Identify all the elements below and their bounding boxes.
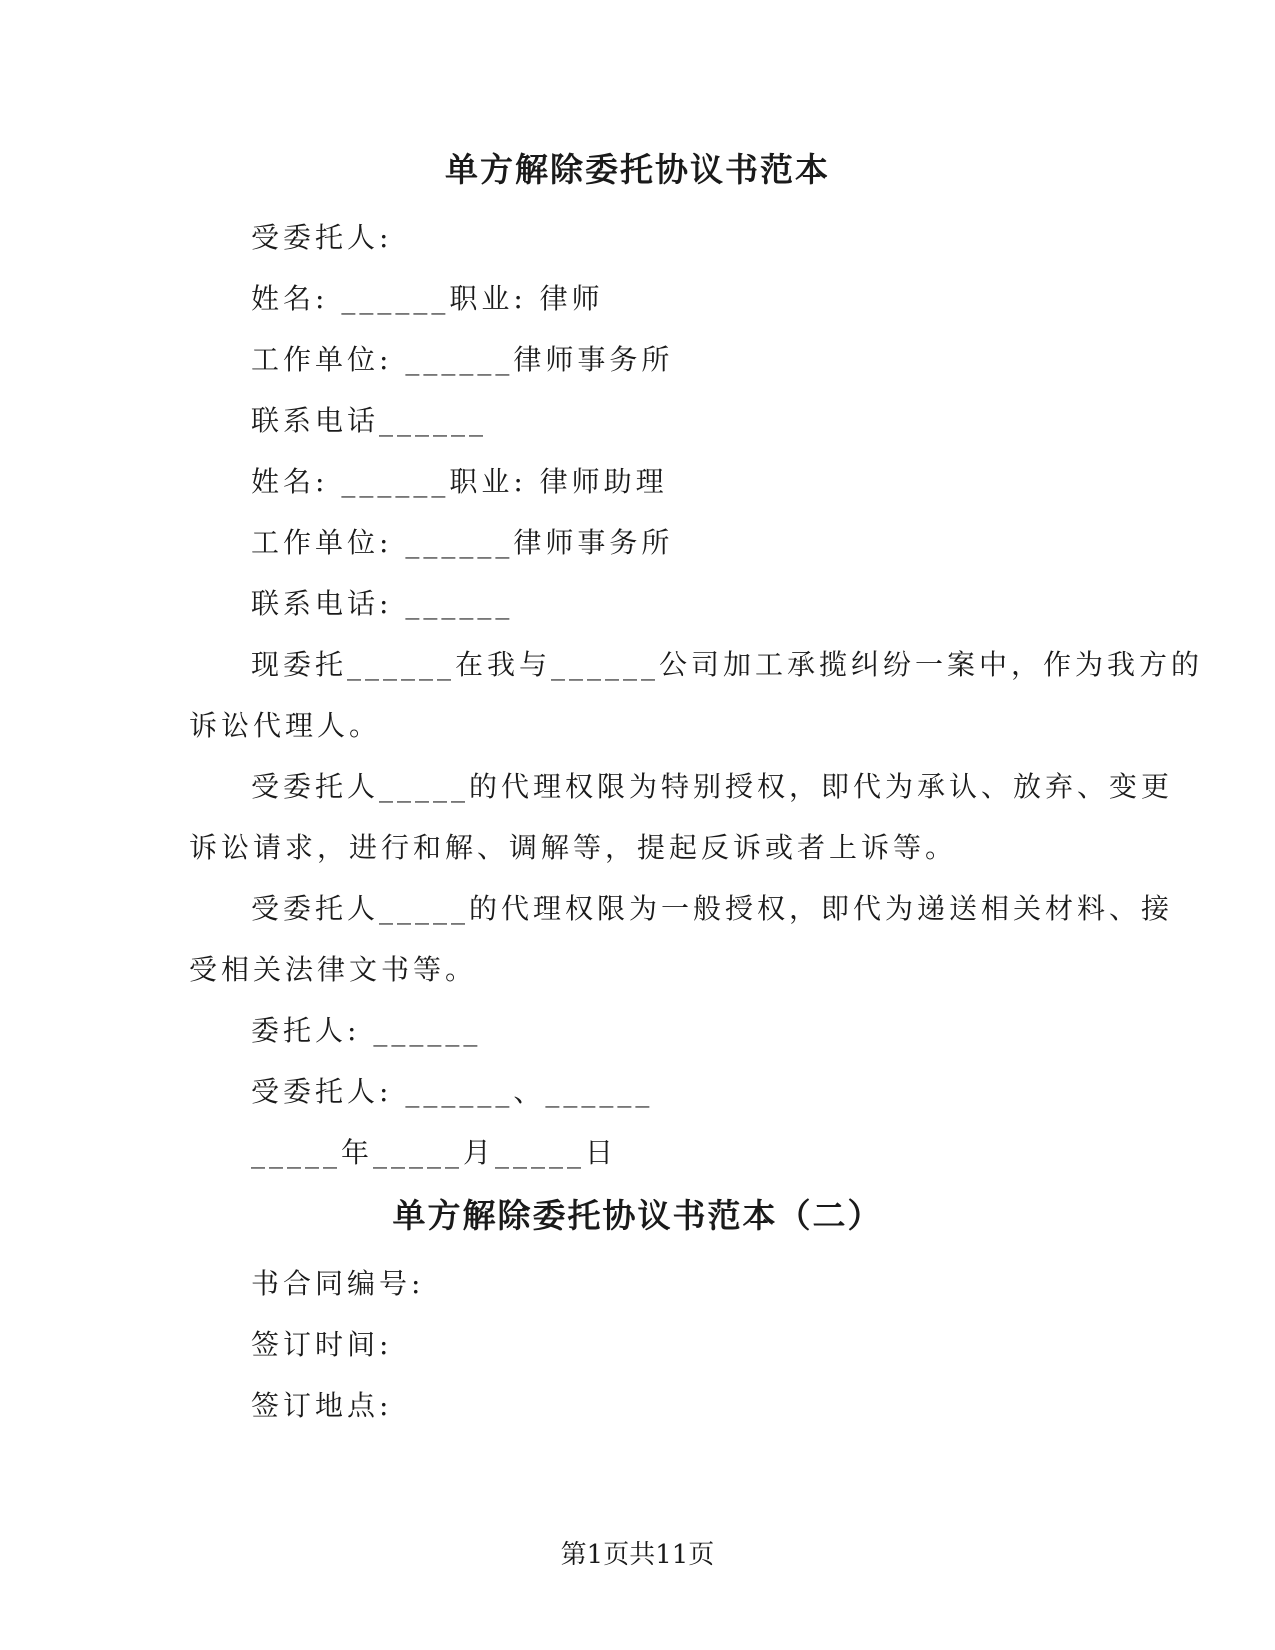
agent-2-phone: 联系电话: ______ <box>251 587 514 620</box>
section-2-title: 单方解除委托协议书范本（二） <box>392 1196 883 1235</box>
entrust-paragraph-line-2: 诉讼代理人。 <box>189 709 382 742</box>
agents-signature: 受委托人: ______、______ <box>251 1075 654 1108</box>
document-title: 单方解除委托协议书范本 <box>445 150 830 189</box>
page-number: 第1页共11页 <box>560 1540 715 1570</box>
signing-time-label: 签订时间: <box>251 1328 393 1361</box>
special-authority-line-1: 受委托人_____的代理权限为特别授权，即代为承认、放弃、变更 <box>251 770 1174 803</box>
contract-number-label: 书合同编号: <box>251 1267 425 1300</box>
agent-1-name-occupation: 姓名: ______职业: 律师 <box>251 282 604 315</box>
principal-agent-heading: 受委托人: <box>251 221 393 254</box>
agent-2-workplace: 工作单位: ______律师事务所 <box>251 526 674 559</box>
agent-1-workplace: 工作单位: ______律师事务所 <box>251 343 674 376</box>
general-authority-line-2: 受相关法律文书等。 <box>189 953 478 986</box>
general-authority-line-1: 受委托人_____的代理权限为一般授权，即代为递送相关材料、接 <box>251 892 1174 925</box>
agent-2-name-occupation: 姓名: ______职业: 律师助理 <box>251 465 668 498</box>
entrust-paragraph-line-1: 现委托______在我与______公司加工承揽纠纷一案中，作为我方的 <box>251 648 1204 681</box>
agent-1-phone: 联系电话______ <box>251 404 488 437</box>
special-authority-line-2: 诉讼请求，进行和解、调解等，提起反诉或者上诉等。 <box>189 831 958 864</box>
signature-date: _____年_____月_____日 <box>251 1136 618 1169</box>
signing-place-label: 签订地点: <box>251 1389 393 1422</box>
principal-signature: 委托人: ______ <box>251 1014 482 1047</box>
